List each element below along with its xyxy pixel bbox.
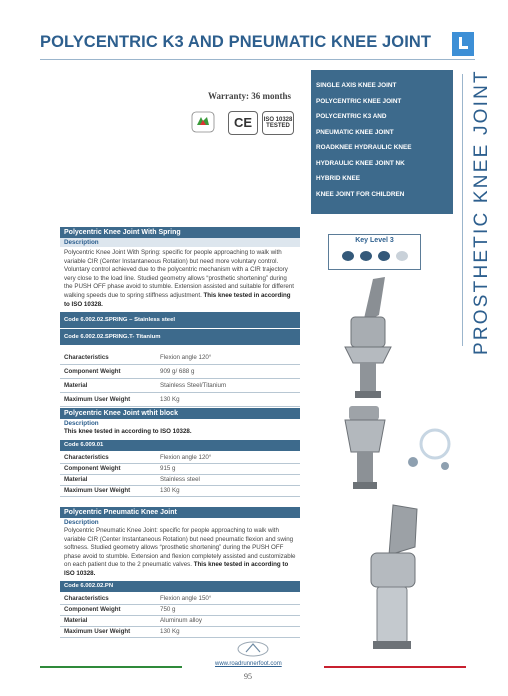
walker-icon (342, 251, 354, 261)
description-text: This knee tested in according to ISO 10328. (64, 428, 192, 435)
key-level-label: Key Level 3 (355, 237, 394, 244)
product-code: Code 6.002.02.PN (60, 581, 300, 592)
iso-badge-icon: ISO 10328 TESTED (262, 111, 294, 135)
block-knee-image (335, 402, 397, 492)
walker-icon (378, 251, 390, 261)
product-category-menu (311, 70, 453, 214)
product-code: Code 6.009.01 (60, 440, 300, 451)
description-label: Description (64, 420, 99, 427)
key-level-indicators (329, 248, 420, 266)
spec-table (60, 351, 300, 407)
section-pneumatic-knee (60, 507, 300, 638)
menu-item[interactable]: HYBRID KNEE (316, 175, 361, 182)
description-text: Polycentric Knee Joint With Spring: specific for people approaching to walk with variable CIR (Center Instantaneous Rotation) but need more voluntary control. Voluntary control achieved due to the polycentric mechanism with a CIR trajectory very close to the load line. Studied geometry allows “prosthetic shortening” during the PUSH OFF phase avoid to stumble. Extension assisted and suitable for different walking speeds due to spring stiffness adjustment. This knee tested in according to ISO 10328. (64, 249, 294, 308)
table-row: Component Weight 909 g/ 688 g (60, 365, 300, 379)
table-row: Characteristics Flexion angle 150° (60, 594, 300, 605)
spring-knee-image (333, 275, 403, 400)
page-number: 95 (244, 672, 252, 681)
menu-item[interactable]: POLYCENTRIC K3 AND (316, 113, 387, 120)
brand-logo-icon (452, 32, 474, 56)
section-header: Polycentric Knee Joint With Spring (60, 227, 300, 238)
description-label: Description (64, 519, 99, 526)
product-code: Code 6.002.02.SPRING – Stainless steel (60, 312, 300, 328)
table-row: Maximum User Weight 130 Kg (60, 626, 300, 637)
key-level-box (328, 234, 421, 270)
walker-icon (360, 251, 372, 261)
accessory-image (405, 420, 460, 475)
title-divider (40, 59, 475, 60)
section-header: Polycentric Knee Joint wthit block (60, 408, 300, 419)
menu-item[interactable]: POLYCENTRIC KNEE JOINT (316, 97, 402, 105)
table-row: Component Weight 915 g (60, 463, 300, 474)
table-row: Maximum User Weight 130 Kg (60, 393, 300, 407)
product-code: Code 6.002.02.SPRING.T- Titanium (60, 329, 300, 345)
table-row: Maximum User Weight 130 Kg (60, 485, 300, 496)
description-label: Description (60, 238, 300, 247)
menu-item[interactable]: HYDRAULIC KNEE JOINT NK (316, 159, 405, 167)
spec-table (60, 453, 300, 497)
table-row: Material Stainless Steel/Titanium (60, 379, 300, 393)
pneumatic-knee-image (355, 503, 430, 651)
description-text: Polycentric Pneumatic Knee Joint: specific for people approaching to walk with variable CIR (Center Instantaneous Rotation) but need pneumatic flexion and swing softness. Studied geometry allows “prosthetic shortening” during the PUSH OFF phase avoid to stumble. Extension and flexion completely assisted and customizable on each patient due to the 2 pneumatic valves. This knee tested in according to ISO 10328. (64, 527, 296, 577)
vertical-section-title: PROSTHETIC KNEE JOINT (471, 69, 492, 355)
table-row: Characteristics Flexion angle 120° (60, 351, 300, 365)
menu-item[interactable]: SINGLE AXIS KNEE JOINT (316, 82, 397, 89)
vertical-divider (462, 74, 463, 346)
section-spring-knee (60, 227, 300, 407)
section-header: Polycentric Pneumatic Knee Joint (60, 507, 300, 518)
runner-logo-icon (236, 640, 270, 658)
menu-item[interactable]: KNEE JOINT FOR CHILDREN (316, 190, 405, 198)
made-in-italy-icon (191, 111, 215, 133)
table-row: Material Stainless steel (60, 474, 300, 485)
section-block-knee (60, 408, 300, 497)
ce-mark-icon: CE (228, 111, 258, 135)
footer-url-link[interactable]: www.roadrunnerfoot.com (215, 661, 282, 667)
spec-table (60, 594, 300, 638)
walker-icon (396, 251, 408, 261)
warranty-text: Warranty: 36 months (208, 91, 291, 101)
table-row: Characteristics Flexion angle 120° (60, 453, 300, 464)
menu-item[interactable]: PNEUMATIC KNEE JOINT (316, 128, 394, 136)
table-row: Material Aluminum alloy (60, 615, 300, 626)
page-title: POLYCENTRIC K3 AND PNEUMATIC KNEE JOINT (40, 33, 432, 51)
menu-item[interactable]: ROADKNEE HYDRAULIC KNEE (316, 144, 412, 151)
table-row: Component Weight 750 g (60, 604, 300, 615)
